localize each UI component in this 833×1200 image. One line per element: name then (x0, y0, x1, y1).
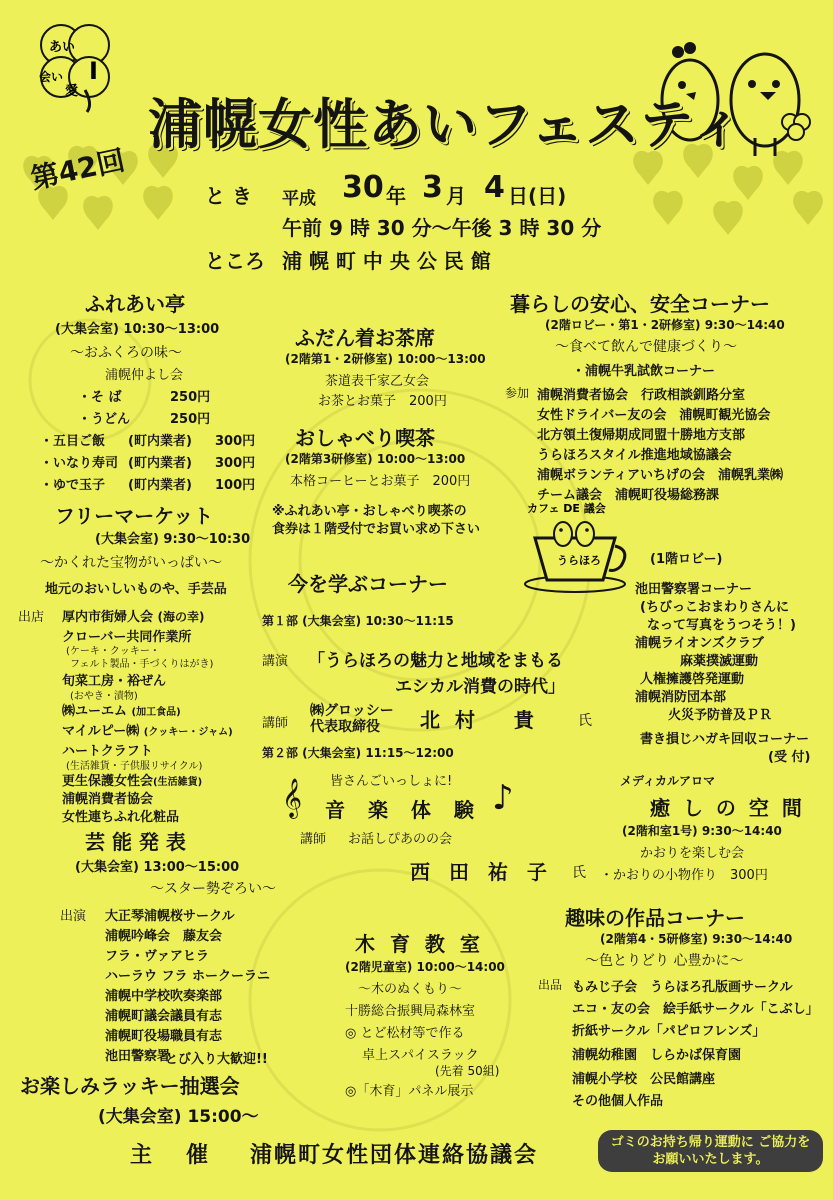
manabu-part2: 第２部 (大集会室) 11:15～12:00 (262, 746, 454, 760)
geino-welcome: とび入り大歓迎!! (165, 1052, 268, 1067)
shop-name: 厚内市街婦人会 (62, 610, 154, 625)
anshin-org: 北方領土復帰期成同盟十勝地方支部 (537, 428, 746, 443)
freemarket-room: (大集会室) 9:30～10:30 (95, 532, 251, 547)
menu-item-shop: (町内業者) (128, 434, 192, 449)
shop-note: (海の幸) (157, 610, 205, 624)
shumi-room: (2階第4・5研修室) 9:30～14:40 (600, 932, 793, 946)
date-year: 30 (342, 170, 384, 205)
shop-note: (生活雑貨) (153, 777, 203, 788)
shop-note: (ケーキ・クッキー・ (66, 646, 160, 657)
menu-item-price: 300円 (215, 434, 256, 449)
menu-item-price: 250円 (170, 390, 211, 405)
performer-item: 浦幌中学校吹奏楽部 (105, 989, 223, 1004)
shumi-title: 趣味の作品コーナー (565, 906, 745, 930)
menu-item-shop: (町内業者) (128, 478, 192, 493)
fureai-title: ふれあい亭 (85, 292, 185, 316)
edition-label: 第42回 (27, 143, 128, 196)
shop-name: 浦幌消費者協会 (62, 792, 154, 807)
treble-clef-icon: 𝄞 (282, 778, 303, 818)
shop-name: ㈱ユーエム (62, 704, 128, 719)
cup-text: うらほろ (557, 554, 601, 567)
oshaberi-price: 本格コーヒーとお菓子 200円 (290, 474, 471, 489)
shumi-work: その他個人作品 (572, 1094, 664, 1109)
lecturer-honorific: 氏 (578, 713, 592, 729)
music-lecturer-name: 西 田 祐 子 (410, 860, 553, 884)
lecture-title-line2: エシカル消費の時代」 (395, 677, 565, 697)
mokuiku-item2: 卓上スパイスラック (362, 1048, 479, 1063)
shumi-tagline: ～色とりどり 心豊かに～ (585, 953, 744, 969)
anshin-org: 浦幌ボランティアいちげの会 浦幌乳業㈱ (537, 468, 783, 483)
anshin-milk: ・浦幌牛乳試飲コーナー (572, 364, 716, 379)
shop-note: (加工食品) (131, 707, 181, 718)
fudangi-host: 茶道表千家乙女会 (325, 374, 430, 389)
mokuiku-org: 十勝総合振興局森林室 (345, 1004, 476, 1019)
menu-item-name: ・そ ば (78, 390, 122, 405)
anshin-title: 暮らしの安心、安全コーナー (510, 292, 770, 316)
lecture-title-line1: 「うらほろの魅力と地域をまもる (308, 651, 563, 671)
geino-title: 芸 能 発 表 (85, 830, 186, 854)
lobby-line: 麻薬撲滅運動 (680, 654, 759, 669)
anshin-org: チーム議会 浦幌町役場総務課 (537, 488, 720, 503)
freemarket-title: フリーマーケット (55, 504, 214, 528)
lobby-line: 人権擁護啓発運動 (640, 672, 745, 687)
lottery-room: (大集会室) 15:00～ (98, 1107, 259, 1127)
lecturer-label: 講師 (262, 716, 289, 731)
shop-note: (クッキー・ジャム) (143, 727, 233, 738)
fudangi-title: ふだん着お茶席 (295, 326, 435, 350)
shop-name: マイルピー㈱ (62, 724, 140, 739)
postcard-corner: 書き損じハガキ回収コーナー (640, 732, 810, 747)
aroma-item: ・かおりの小物作り 300円 (600, 868, 768, 883)
lobby-title: (1階ロビー) (650, 552, 723, 567)
sponsor-name: 浦幌町女性団体連絡協議会 (250, 1143, 539, 1168)
lottery-title: お楽しみラッキー抽選会 (20, 1074, 240, 1098)
fureai-host: 浦幌仲よし会 (105, 368, 184, 383)
geino-room: (大集会室) 13:00～15:00 (75, 860, 240, 875)
shop-note: (おやき・漬物) (70, 691, 138, 702)
freemarket-shop-label: 出店 (18, 610, 45, 625)
oshaberi-title: おしゃべり喫茶 (295, 426, 435, 450)
date-era: 平成 (282, 189, 316, 209)
date-month: 3 (422, 170, 443, 205)
garbage-notice: ゴミのお持ち帰り運動に ご協力をお願いいたします。 (598, 1130, 823, 1172)
menu-item-price: 300円 (215, 456, 256, 471)
aroma-title: 癒 し の 空 間 (650, 796, 805, 820)
shumi-work: 浦幌幼稚園 しらかば保育園 (572, 1048, 742, 1063)
music-title: 音 楽 体 験 (325, 798, 482, 822)
geino-tagline: ～スター勢ぞろい～ (150, 881, 276, 897)
performer-item: 浦幌町議会議員有志 (105, 1009, 223, 1024)
lobby-line: 浦幌ライオンズクラブ (635, 636, 764, 651)
shop-name: 更生保護女性会 (62, 774, 154, 789)
logo-text-i: I (89, 57, 98, 85)
cafe-sign: カフェ DE 議会 (527, 502, 606, 515)
anshin-org: 女性ドライバー友の会 浦幌町観光協会 (537, 408, 771, 423)
date-label: と き (205, 184, 252, 208)
anshin-room: (2階ロビー・第1・2研修室) 9:30～14:40 (545, 318, 785, 332)
lobby-line: なって写真をうつそう！) (647, 618, 796, 633)
menu-item-name: ・ゆで玉子 (40, 478, 106, 493)
date-year-unit: 年 (386, 184, 406, 208)
postcard-note: (受 付) (768, 750, 811, 765)
shop-name: 旬菜工房・裕ぜん (62, 674, 167, 689)
event-title: 浦幌女性あいフェスティ (148, 93, 745, 156)
menu-item-price: 100円 (215, 478, 256, 493)
shumi-label: 出品 (538, 978, 563, 992)
performer-item: 浦幌吟峰会 藤友会 (105, 929, 223, 944)
oshaberi-note-line1: ※ふれあい亭・おしゃべり喫茶の (272, 504, 467, 519)
mokuiku-title: 木 育 教 室 (355, 932, 484, 956)
date-day-unit: 日(日) (508, 184, 567, 208)
fudangi-price: お茶とお菓子 200円 (318, 394, 447, 409)
lobby-line: 浦幌消防団本部 (635, 690, 727, 705)
mokuiku-item1: ◎ とど松材等で作る (345, 1026, 465, 1041)
date-day: 4 (484, 170, 505, 205)
freemarket-subtitle: 地元のおいしいものや、手芸品 (45, 582, 227, 597)
shumi-work: 折紙サークル「パピロフレンズ」 (572, 1024, 766, 1039)
performer-item: 浦幌町役場職員有志 (105, 1029, 223, 1044)
mokuiku-room: (2階児童室) 10:00～14:00 (345, 960, 505, 974)
anshin-org: 浦幌消費者協会 行政相談釧路分室 (537, 388, 746, 403)
fureai-room: (大集会室) 10:30～13:00 (55, 322, 220, 337)
lobby-line: 火災予防普及ＰＲ (668, 708, 773, 723)
lobby-line: 池田警察署コーナー (635, 582, 753, 597)
sponsor-label: 主 催 (130, 1143, 215, 1168)
anshin-tagline: ～食べて飲んで健康づくり～ (555, 339, 737, 355)
shop-note: (生活雑貨・子供服リサイクル) (66, 761, 203, 772)
menu-item-price: 250円 (170, 412, 211, 427)
shop-name: 女性連ちふれ化粧品 (62, 810, 180, 825)
performer-item: 大正琴浦幌桜サークル (105, 909, 235, 924)
lecturer-position: 代表取締役 (310, 719, 380, 735)
fureai-tagline: ～おふくろの味～ (70, 345, 182, 361)
shumi-work: 浦幌小学校 公民館講座 (572, 1072, 716, 1087)
mokuiku-host: ～木のぬくもり～ (358, 982, 463, 997)
menu-item-name: ・いなり寿司 (40, 456, 119, 471)
menu-item-name: ・五目ご飯 (40, 434, 106, 449)
date-month-unit: 月 (446, 184, 466, 208)
music-lecturer-honorific: 氏 (572, 865, 586, 881)
lecture-label: 講演 (262, 654, 289, 669)
manabu-part1: 第１部 (大集会室) 10:30～11:15 (262, 614, 454, 628)
music-lecturer-group: お話しぴあのの会 (348, 832, 453, 847)
logo-text-ai-meet: 会い (39, 70, 64, 84)
shop-name: クローバー共同作業所 (62, 630, 192, 645)
fudangi-room: (2階第1・2研修室) 10:00～13:00 (285, 352, 486, 366)
oshaberi-note-line2: 食券は１階受付でお買い求め下さい (272, 522, 481, 537)
shop-name: ハートクラフト (62, 744, 153, 759)
mokuiku-limit: (先着 50組) (435, 1064, 500, 1078)
manabu-title: 今を学ぶコーナー (288, 572, 448, 596)
menu-item-name: ・うどん (78, 412, 131, 427)
logo-text-ai: あい (49, 40, 76, 55)
logo-text-love: 愛 (65, 84, 79, 99)
lecturer-name: 北 村 貴 (420, 708, 538, 732)
aroma-host: かおりを楽しむ会 (640, 846, 745, 861)
shop-note: フェルト製品・手づくりはがき) (70, 659, 214, 670)
shumi-work: エコ・友の会 絵手紙サークル「こぶし」 (572, 1002, 819, 1017)
mokuiku-item3: ◎「木育」パネル展示 (345, 1084, 474, 1099)
lecturer-company: ㈱グロッシー (310, 703, 394, 719)
aroma-label: メディカルアロマ (620, 774, 716, 788)
menu-item-shop: (町内業者) (128, 456, 192, 471)
music-lecturer-label: 講師 (300, 832, 327, 847)
anshin-label: 参加 (505, 386, 530, 400)
shumi-work: もみじ子会 うらほろ孔版画サークル (572, 980, 793, 995)
cafe-cup-illustration (515, 498, 635, 598)
aroma-room: (2階和室1号) 9:30～14:40 (622, 824, 782, 838)
performer-item: 池田警察署 (105, 1049, 171, 1064)
geino-label: 出演 (60, 909, 87, 924)
music-note-icon: ♪ (492, 778, 514, 818)
clover-logo (25, 15, 125, 115)
event-time: 午前 9 時 30 分～午後 3 時 30 分 (282, 216, 602, 240)
freemarket-tagline: ～かくれた宝物がいっぱい～ (40, 555, 222, 571)
anshin-org: うらほろスタイル推進地域協議会 (537, 448, 732, 463)
event-place: 浦 幌 町 中 央 公 民 館 (282, 249, 491, 273)
performer-item: フラ・ヴァアヒラ (105, 949, 209, 964)
oshaberi-room: (2階第3研修室) 10:00～13:00 (285, 452, 466, 466)
lobby-line: (ちびっこおまわりさんに (640, 600, 789, 615)
place-label: ところ (205, 249, 265, 273)
performer-item: ハーラウ フラ ホークーラニ (105, 969, 271, 984)
music-intro: 皆さんごいっしょに! (330, 774, 453, 789)
